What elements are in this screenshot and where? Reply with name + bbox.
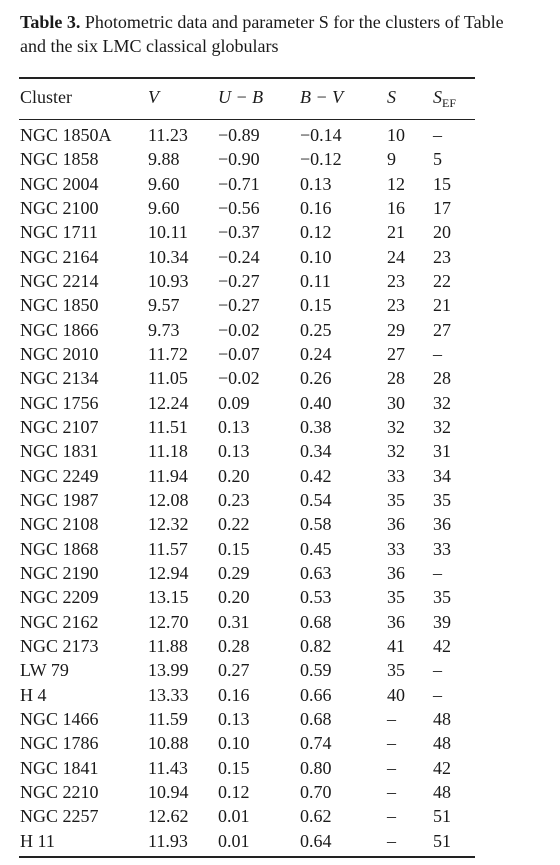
cell-u-minus-b: 0.15 [218,757,250,778]
cell-u-minus-b: 0.20 [218,587,250,608]
cell-b-minus-v: 0.66 [300,684,332,705]
cell-b-minus-v: 0.82 [300,635,332,656]
cell-cluster: NGC 2173 [20,635,99,656]
cell-b-minus-v: 0.74 [300,733,332,754]
cell-u-minus-b: −0.89 [218,125,260,145]
cell-s: 32 [387,416,405,437]
cell-s: 41 [387,635,405,656]
table-row [0,439,560,463]
cell-b-minus-v: 0.80 [300,757,332,778]
cell-v: 11.94 [148,465,188,486]
cell-s-ef: 48 [433,781,451,802]
cell-cluster: NGC 2164 [20,246,99,267]
caption-text-line1: Photometric data and parameter S for the clusters of Table [80,12,504,32]
cell-b-minus-v: 0.58 [300,514,332,535]
cell-u-minus-b: 0.16 [218,684,250,705]
cell-v: 12.94 [148,562,189,583]
cell-s: – [387,806,396,827]
cell-b-minus-v: 0.45 [300,538,332,559]
cell-b-minus-v: 0.11 [300,270,331,291]
cell-v: 12.70 [148,611,189,632]
cell-s: 35 [387,489,405,510]
cell-u-minus-b: 0.22 [218,514,250,535]
cell-u-minus-b: 0.20 [218,465,250,486]
cell-v: 12.32 [148,514,189,535]
table-label: Table 3. [20,12,81,32]
cell-cluster: NGC 1850 [20,295,99,316]
table-row [0,561,560,585]
cell-s: – [387,781,396,802]
table-row [0,512,560,536]
cell-v: 12.08 [148,489,189,510]
cell-s-ef: – [433,562,442,583]
cell-s-ef: 28 [433,368,451,389]
cell-s-ef: 42 [433,635,451,656]
cell-u-minus-b: −0.56 [218,197,260,218]
cell-v: 13.33 [148,684,189,705]
table-row [0,488,560,512]
cell-s-ef: 34 [433,465,451,486]
cell-u-minus-b: 0.12 [218,781,250,802]
cell-u-minus-b: 0.31 [218,611,250,632]
cell-s-ef: 39 [433,611,451,632]
cell-v: 10.94 [148,781,189,802]
table-row [0,780,560,804]
cell-u-minus-b: 0.15 [218,538,250,559]
header-s-ef-subscript: EF [442,96,457,110]
cell-u-minus-b: 0.27 [218,660,250,681]
cell-v: 10.88 [148,733,189,754]
caption-text-line2: and the six LMC classical globulars [20,36,279,56]
cell-v: 11.57 [148,538,188,559]
cell-s: 36 [387,562,405,583]
cell-s-ef: 35 [433,489,451,510]
table-row [0,707,560,731]
cell-u-minus-b: −0.02 [218,368,260,389]
cell-u-minus-b: −0.37 [218,222,260,243]
cell-s: 28 [387,368,405,389]
cell-b-minus-v: 0.38 [300,416,332,437]
cell-v: 10.11 [148,222,188,243]
cell-b-minus-v: −0.14 [300,125,342,145]
cell-s-ef: 36 [433,514,451,535]
cell-v: 11.72 [148,343,188,364]
table-row [0,123,560,147]
cell-u-minus-b: −0.02 [218,319,260,340]
cell-s: – [387,708,396,729]
cell-cluster: NGC 1786 [20,733,99,754]
cell-v: 11.51 [148,416,188,437]
cell-s-ef: 33 [433,538,451,559]
cell-v: 12.62 [148,806,189,827]
cell-cluster: LW 79 [20,660,69,681]
cell-b-minus-v: 0.64 [300,830,332,851]
cell-s: 40 [387,684,405,705]
cell-s-ef: 21 [433,295,451,316]
cell-s: 30 [387,392,405,413]
cell-cluster: H 11 [20,830,55,851]
table-row [0,172,560,196]
cell-cluster: NGC 1866 [20,319,99,340]
cell-s: 35 [387,587,405,608]
cell-s: 16 [387,197,405,218]
cell-u-minus-b: 0.01 [218,830,250,851]
cell-s: 35 [387,660,405,681]
cell-s-ef: – [433,343,442,364]
cell-v: 11.05 [148,368,188,389]
table-top-rule [19,77,475,79]
cell-cluster: NGC 1466 [20,708,99,729]
cell-b-minus-v: −0.12 [300,149,342,170]
cell-b-minus-v: 0.16 [300,197,332,218]
cell-cluster: NGC 2004 [20,173,99,194]
table-row [0,269,560,293]
cell-v: 9.60 [148,197,180,218]
cell-v: 11.88 [148,635,188,656]
cell-v: 10.93 [148,270,189,291]
cell-u-minus-b: −0.71 [218,173,260,194]
table-row [0,804,560,828]
cell-v: 13.15 [148,587,189,608]
cell-b-minus-v: 0.26 [300,368,332,389]
table-row [0,634,560,658]
cell-s-ef: 42 [433,757,451,778]
cell-cluster: NGC 2108 [20,514,99,535]
cell-b-minus-v: 0.42 [300,465,332,486]
table-header-row [0,87,560,111]
table-caption [20,10,560,58]
cell-u-minus-b: 0.13 [218,416,250,437]
cell-b-minus-v: 0.70 [300,781,332,802]
cell-cluster: NGC 2190 [20,562,99,583]
cell-s-ef: 32 [433,392,451,413]
table-row [0,366,560,390]
table-header-rule [19,119,475,120]
table-row [0,829,560,853]
cell-s: 36 [387,514,405,535]
header-cluster: Cluster [20,87,72,107]
cell-cluster: NGC 1756 [20,392,99,413]
cell-s-ef: – [433,125,442,145]
cell-v: 11.93 [148,830,188,851]
cell-s: 10 [387,125,405,145]
cell-s-ef: 51 [433,806,451,827]
cell-cluster: NGC 2214 [20,270,99,291]
cell-b-minus-v: 0.53 [300,587,332,608]
cell-cluster: NGC 2010 [20,343,99,364]
cell-s: 23 [387,270,405,291]
table-body [0,123,560,853]
cell-b-minus-v: 0.10 [300,246,332,267]
cell-s-ef: 51 [433,830,451,851]
table-row [0,147,560,171]
cell-s-ef: 48 [433,733,451,754]
cell-v: 10.34 [148,246,189,267]
cell-u-minus-b: −0.24 [218,246,260,267]
table-row [0,415,560,439]
cell-s-ef: 48 [433,708,451,729]
table-row [0,731,560,755]
cell-cluster: NGC 2257 [20,806,99,827]
cell-s: 23 [387,295,405,316]
cell-b-minus-v: 0.12 [300,222,332,243]
cell-v: 9.88 [148,149,180,170]
cell-u-minus-b: 0.23 [218,489,250,510]
cell-u-minus-b: −0.07 [218,343,260,364]
cell-b-minus-v: 0.34 [300,441,332,462]
cell-cluster: NGC 2209 [20,587,99,608]
cell-cluster: NGC 1831 [20,441,99,462]
table-row [0,342,560,366]
cell-b-minus-v: 0.25 [300,319,332,340]
cell-b-minus-v: 0.59 [300,660,332,681]
cell-s: 24 [387,246,405,267]
cell-u-minus-b: 0.01 [218,806,250,827]
cell-cluster: NGC 2249 [20,465,99,486]
table-row [0,318,560,342]
table-bottom-rule [19,856,475,858]
cell-s-ef: 23 [433,246,451,267]
cell-s: 33 [387,538,405,559]
cell-v: 9.60 [148,173,180,194]
cell-s-ef: – [433,684,442,705]
cell-s-ef: – [433,660,442,681]
table-row [0,196,560,220]
cell-b-minus-v: 0.62 [300,806,332,827]
cell-b-minus-v: 0.63 [300,562,332,583]
cell-u-minus-b: 0.13 [218,441,250,462]
table-row [0,293,560,317]
cell-s: 29 [387,319,405,340]
cell-s-ef: 22 [433,270,451,291]
cell-cluster: NGC 1841 [20,757,99,778]
cell-s: 21 [387,222,405,243]
cell-s-ef: 32 [433,416,451,437]
table-row [0,610,560,634]
cell-u-minus-b: 0.29 [218,562,250,583]
cell-v: 9.57 [148,295,180,316]
table-row [0,537,560,561]
cell-b-minus-v: 0.13 [300,173,332,194]
cell-v: 11.18 [148,441,188,462]
table-row [0,220,560,244]
cell-cluster: NGC 2134 [20,368,99,389]
cell-b-minus-v: 0.15 [300,295,332,316]
cell-s-ef: 20 [433,222,451,243]
cell-u-minus-b: 0.13 [218,708,250,729]
cell-s: 9 [387,149,396,170]
cell-u-minus-b: −0.90 [218,149,260,170]
cell-s: – [387,757,396,778]
cell-cluster: NGC 1858 [20,149,99,170]
cell-u-minus-b: 0.09 [218,392,250,413]
cell-cluster: NGC 1987 [20,489,99,510]
cell-cluster: NGC 1850A [20,125,112,145]
cell-u-minus-b: −0.27 [218,270,260,291]
cell-v: 11.43 [148,757,188,778]
cell-s: 32 [387,441,405,462]
cell-v: 12.24 [148,392,189,413]
cell-v: 13.99 [148,660,189,681]
cell-s: 12 [387,173,405,194]
cell-s-ef: 27 [433,319,451,340]
table-row [0,683,560,707]
cell-v: 11.23 [148,125,188,145]
cell-s: 36 [387,611,405,632]
cell-cluster: NGC 1868 [20,538,99,559]
cell-s: 27 [387,343,405,364]
header-u-minus-b: U − B [218,87,264,107]
header-v: V [148,87,159,107]
cell-b-minus-v: 0.68 [300,611,332,632]
cell-b-minus-v: 0.40 [300,392,332,413]
cell-s: 33 [387,465,405,486]
cell-u-minus-b: −0.27 [218,295,260,316]
cell-cluster: NGC 1711 [20,222,98,243]
cell-s-ef: 17 [433,197,451,218]
cell-cluster: NGC 2210 [20,781,99,802]
cell-b-minus-v: 0.54 [300,489,332,510]
cell-s-ef: 31 [433,441,451,462]
cell-s-ef: 35 [433,587,451,608]
cell-cluster: NGC 2107 [20,416,99,437]
cell-u-minus-b: 0.10 [218,733,250,754]
cell-v: 9.73 [148,319,180,340]
cell-u-minus-b: 0.28 [218,635,250,656]
cell-cluster: NGC 2100 [20,197,99,218]
table-row [0,391,560,415]
cell-cluster: NGC 2162 [20,611,99,632]
cell-v: 11.59 [148,708,188,729]
table-row [0,658,560,682]
cell-b-minus-v: 0.68 [300,708,332,729]
cell-s-ef: 5 [433,149,442,170]
cell-s: – [387,830,396,851]
header-s-ef-base: S [433,87,442,107]
cell-b-minus-v: 0.24 [300,343,332,364]
table-row [0,756,560,780]
table-row [0,245,560,269]
table-row [0,464,560,488]
cell-s-ef: 15 [433,173,451,194]
header-s: S [387,87,396,107]
header-s-ef [433,87,456,108]
header-b-minus-v: B − V [300,87,344,107]
cell-cluster: H 4 [20,684,47,705]
cell-s: – [387,733,396,754]
table-row [0,585,560,609]
